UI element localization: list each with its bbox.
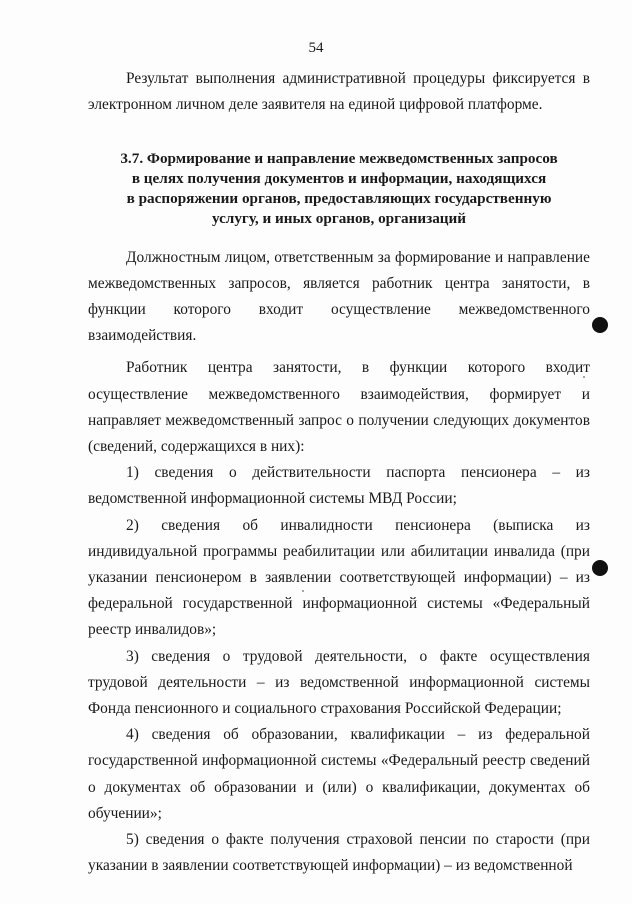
hole-punch-mark [592, 317, 608, 333]
list-item: 5) сведения о факте получения страховой пенсии по старости (при указании в заявлении соответствующей информации) – из ведомственной [88, 831, 590, 875]
hole-punch-mark [592, 560, 608, 576]
list-item: 4) сведения об образовании, квалификации – из федеральной государственной информационной системы «Федеральный реестр сведений о документах об образовании и (или) о квалификации, документах об обучении»; [88, 726, 590, 822]
responsible-person-paragraph: Должностным лицом, ответственным за формирование и направление межведомственных запросов, является работник центра занятости, в функции которого входит осуществление межведомственного взаимодействия. [88, 248, 590, 345]
section-heading-line: 3.7. Формирование и направление межведомственных запросов [120, 150, 558, 168]
list-item: 3) сведения о трудовой деятельности, о факте осуществления трудовой деятельности – из ведомственной информационной системы Фонда пенсионного и социального страхования Российской Федерации; [88, 647, 590, 718]
section-heading [88, 149, 590, 228]
scan-speck [583, 376, 585, 378]
section-heading-line: услугу, и иных органов, организаций [211, 209, 467, 227]
scan-speck [302, 590, 304, 592]
list-item: 2) сведения об инвалидности пенсионера (выписка из индивидуальной программы реабилитации или абилитации инвалида (при указании пенсионером в заявлении соответствующей информации) – из федеральной государственной информационной системы «Федеральный реестр инвалидов»; [88, 516, 590, 639]
intro-paragraph: Результат выполнения административной процедуры фиксируется в электронном личном деле заявителя на единой цифровой платформе. [88, 70, 590, 114]
request-paragraph: Работник центра занятости, в функции которого входит осуществление межведомственного взаимодействия, формирует и направляет межведомственный запрос о получении следующих документов (сведений, содержащихся в них): [88, 359, 590, 456]
section-heading-line: в целях получения документов и информации, находящихся [131, 170, 547, 188]
document-body [88, 66, 590, 879]
section-heading-line: в распоряжении органов, предоставляющих государственную [126, 190, 552, 207]
page-number: 54 [308, 40, 324, 56]
list-item: 1) сведения о действительности паспорта пенсионера – из ведомственной информационной системы МВД России; [88, 464, 590, 508]
